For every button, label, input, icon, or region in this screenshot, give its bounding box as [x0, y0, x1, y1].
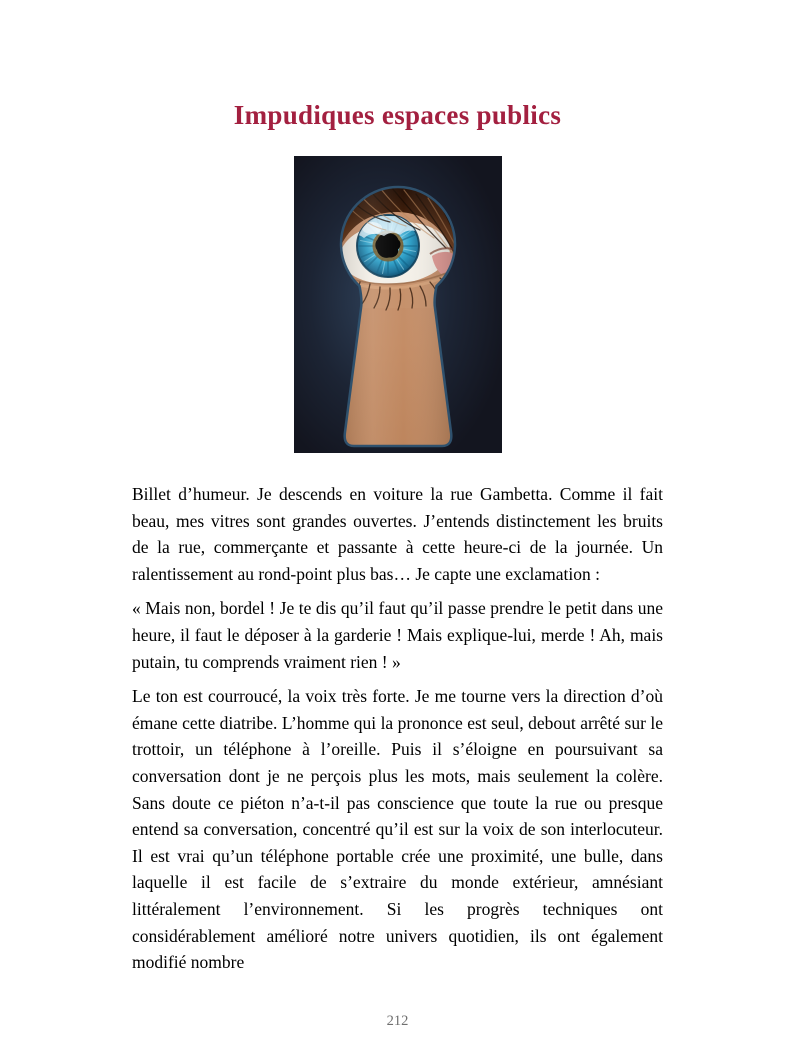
page-title: Impudiques espaces publics — [233, 100, 562, 130]
page-number: 212 — [386, 1013, 409, 1029]
keyhole-eye-illustration — [294, 156, 502, 453]
keyhole-eye-figure — [294, 156, 502, 453]
paragraph-quote: « Mais non, bordel ! Je te dis qu’il faut qu’il passe prendre le petit dans une heure, il faut le déposer à la garderie ! Mais explique-lui, merde ! Ah, mais putain, tu comprends vraiment rien ! » — [132, 598, 663, 672]
article-body — [132, 481, 663, 976]
paragraph-intro: Billet d’humeur. Je descends en voiture la rue Gambetta. Comme il fait beau, mes vitres sont grandes ouvertes. J’entends distinctement les bruits de la rue, commerçante et passante à cette heure-ci de la journée. Un ralentissement au rond-point plus bas… Je capte une exclamation : — [132, 484, 663, 584]
paragraph-commentary: Le ton est courroucé, la voix très forte. Je me tourne vers la direction d’où émane cette diatribe. L’homme qui la prononce est seul, debout arrêté sur le trottoir, un téléphone à l’oreille. Puis il s’éloigne en poursuivant sa conversation dont je ne perçois plus les mots, mais seulement la colère. Sans doute ce piéton n’a-t-il pas conscience que toute la rue ou presque entend sa conversation, concentré qu’il est sur la voix de son interlocuteur. Il est vrai qu’un téléphone portable crée une proximité, une bulle, dans laquelle il est facile de s’extraire du monde extérieur, amnésiant littéralement l’environnement. Si les progrès techniques ont considérablement amélioré notre univers quotidien, ils ont également modifié nombre — [132, 686, 663, 973]
